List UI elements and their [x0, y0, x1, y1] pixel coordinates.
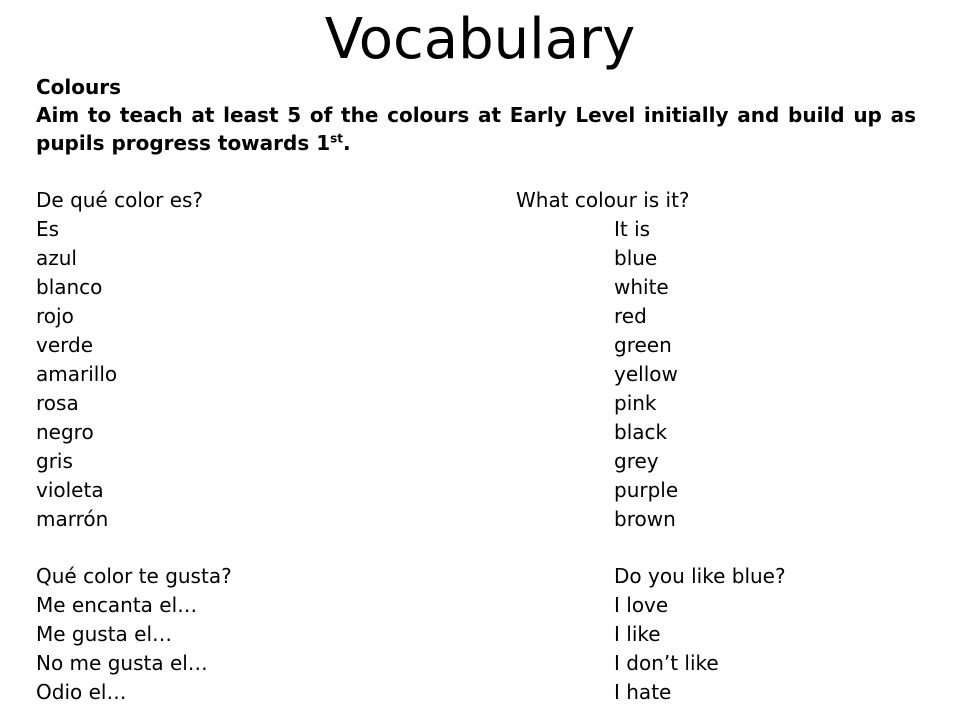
vocab-row: [36, 562, 936, 591]
english-term: yellow: [614, 362, 678, 386]
english-term: It is: [614, 217, 651, 241]
vocab-row: [36, 360, 936, 389]
spanish-term: rosa: [36, 391, 79, 415]
vocab-row: [36, 678, 936, 707]
spanish-term: Me gusta el…: [36, 622, 173, 646]
english-term: grey: [614, 449, 659, 473]
colours-vocab-list: [36, 186, 936, 534]
english-term: I don’t like: [614, 651, 719, 675]
vocab-row-question: [36, 186, 936, 215]
spanish-term: Qué color te gusta?: [36, 564, 232, 588]
english-term: I love: [614, 593, 669, 617]
vocab-row: [36, 591, 936, 620]
english-term: red: [614, 304, 647, 328]
spanish-term: azul: [36, 246, 77, 270]
english-term: What colour is it?: [516, 188, 690, 212]
english-term: blue: [614, 246, 658, 270]
spanish-term: negro: [36, 420, 94, 444]
vocab-row: [36, 273, 936, 302]
page-title: Vocabulary: [324, 7, 636, 72]
vocab-row: [36, 476, 936, 505]
aim-text: Aim to teach at least 5 of the colours at Early Level initially and build up as pupils progress towards 1: [36, 103, 916, 155]
vocab-row: [36, 649, 936, 678]
english-term: brown: [614, 507, 676, 531]
spanish-term: violeta: [36, 478, 104, 502]
english-term: black: [614, 420, 668, 444]
english-term: purple: [614, 478, 679, 502]
english-term: Do you like blue?: [614, 564, 786, 588]
spanish-term: verde: [36, 333, 94, 357]
aim-paragraph: [36, 101, 916, 157]
spanish-term: marrón: [36, 507, 109, 531]
likes-vocab-list: [36, 562, 936, 707]
spanish-term: gris: [36, 449, 73, 473]
vocab-row: [36, 505, 936, 534]
spanish-term: blanco: [36, 275, 103, 299]
vocab-row: [36, 331, 936, 360]
vocab-row: [36, 620, 936, 649]
english-term: pink: [614, 391, 657, 415]
vocab-row: [36, 447, 936, 476]
spanish-term: Odio el…: [36, 680, 127, 704]
spanish-term: No me gusta el…: [36, 651, 208, 675]
vocab-row: [36, 389, 936, 418]
english-term: I hate: [614, 680, 672, 704]
spanish-term: rojo: [36, 304, 74, 328]
spanish-term: De qué color es?: [36, 188, 204, 212]
aim-end: .: [343, 131, 351, 155]
vocab-row: [36, 215, 936, 244]
english-term: white: [614, 275, 669, 299]
vocab-row: [36, 244, 936, 273]
spanish-term: Me encanta el…: [36, 593, 198, 617]
aim-superscript: st: [330, 131, 344, 146]
vocab-row: [36, 418, 936, 447]
english-term: I like: [614, 622, 661, 646]
english-term: green: [614, 333, 672, 357]
section-heading: Colours: [36, 75, 122, 99]
intro-section: [36, 73, 916, 157]
vocab-row: [36, 302, 936, 331]
spanish-term: amarillo: [36, 362, 118, 386]
spanish-term: Es: [36, 217, 60, 241]
